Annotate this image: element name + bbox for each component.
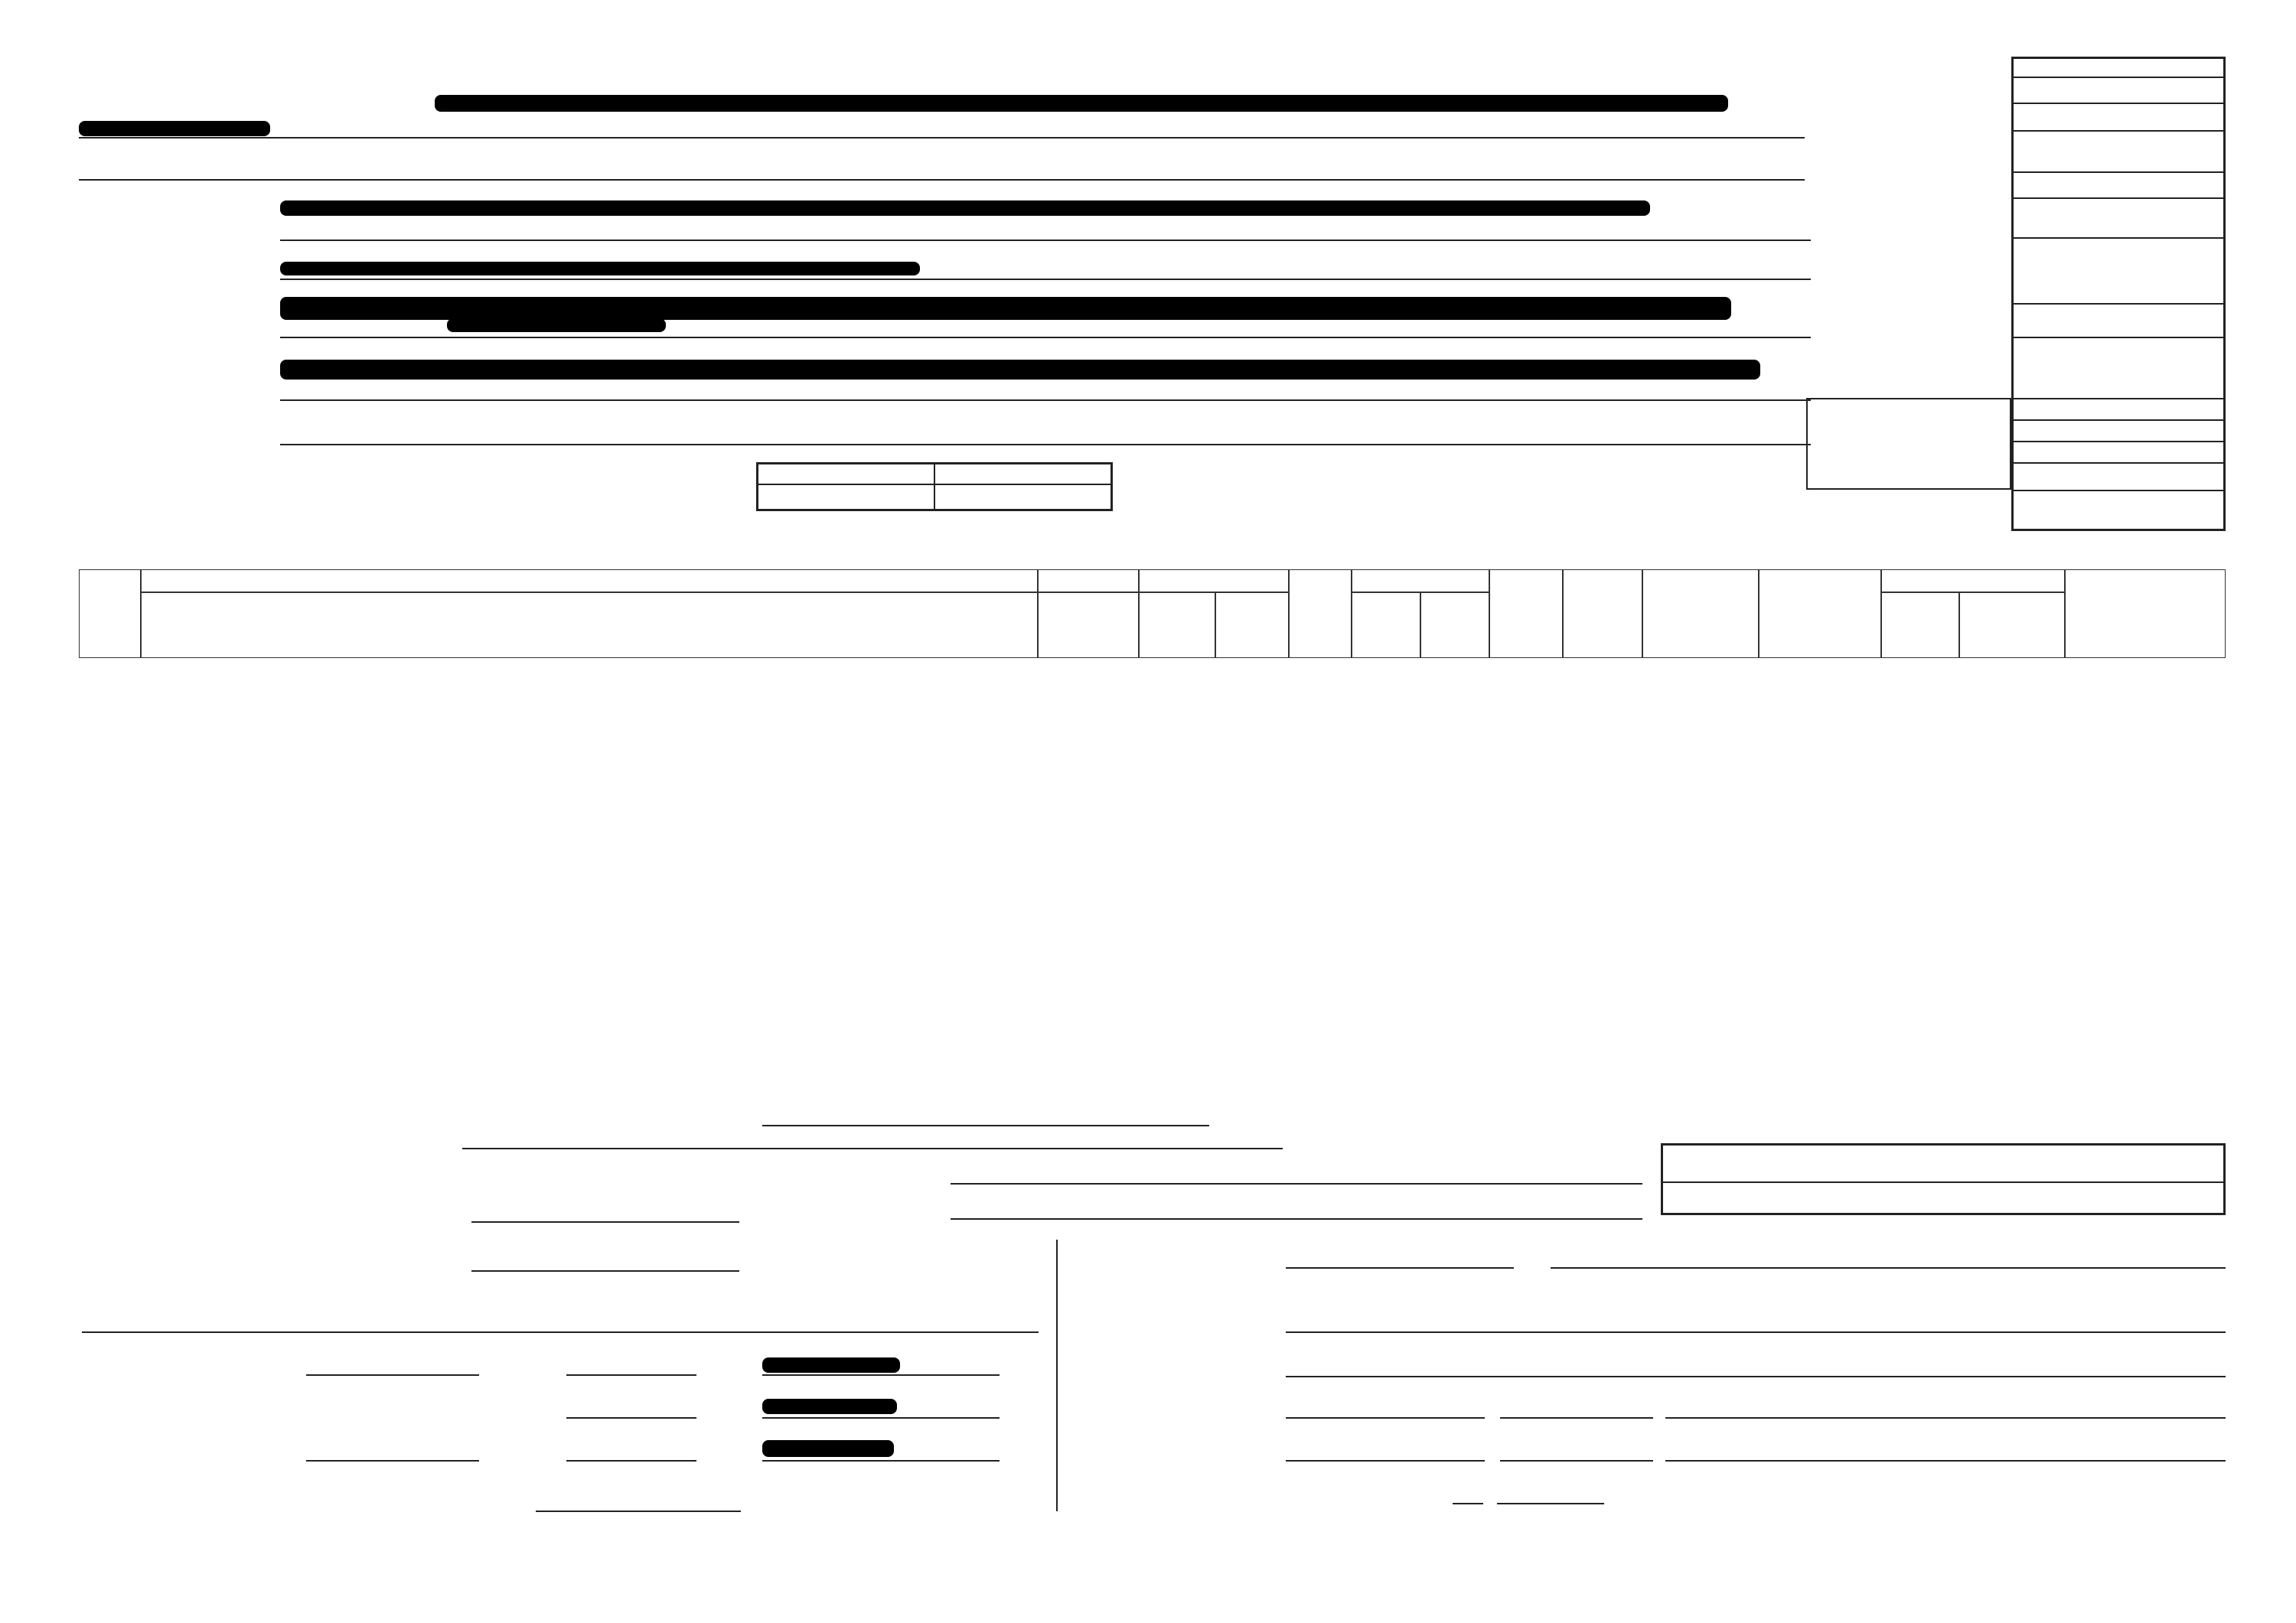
th-qty-places — [1420, 592, 1489, 658]
redacted-sign-1 — [762, 1357, 900, 1373]
redacted-sign-3 — [762, 1440, 894, 1457]
th-no — [79, 569, 141, 658]
th-sum-vat — [2065, 569, 2226, 658]
th-qty-one — [1352, 592, 1420, 658]
th-vat-rate — [1881, 592, 1959, 658]
th-price — [1642, 569, 1759, 658]
th-unit — [1139, 569, 1289, 592]
th-vat — [1881, 569, 2065, 592]
redacted-supplier-1 — [280, 297, 1731, 320]
th-sum-no-vat — [1759, 569, 1881, 658]
redacted-consignee — [280, 200, 1650, 216]
th-goods — [141, 569, 1038, 592]
th-unit-name — [1139, 592, 1215, 658]
redacted-sign-2 — [762, 1399, 897, 1414]
redacted-supplier-2 — [447, 318, 666, 332]
codes-box — [2011, 57, 2226, 531]
th-gross — [1489, 569, 1563, 658]
side-fields-box — [1806, 398, 2011, 490]
th-goods-name — [141, 592, 1038, 658]
th-qty — [1352, 569, 1489, 592]
redacted-payer — [280, 360, 1760, 380]
redacted-delivery — [280, 262, 920, 275]
redacted-shipper-2 — [79, 121, 270, 136]
mass-box — [1661, 1143, 2226, 1215]
th-unit-okei — [1215, 592, 1289, 658]
th-qty-net — [1563, 569, 1642, 658]
th-vat-sum — [1959, 592, 2065, 658]
th-pack — [1289, 569, 1352, 658]
redacted-shipper-1 — [435, 95, 1728, 112]
th-code — [1038, 592, 1139, 658]
